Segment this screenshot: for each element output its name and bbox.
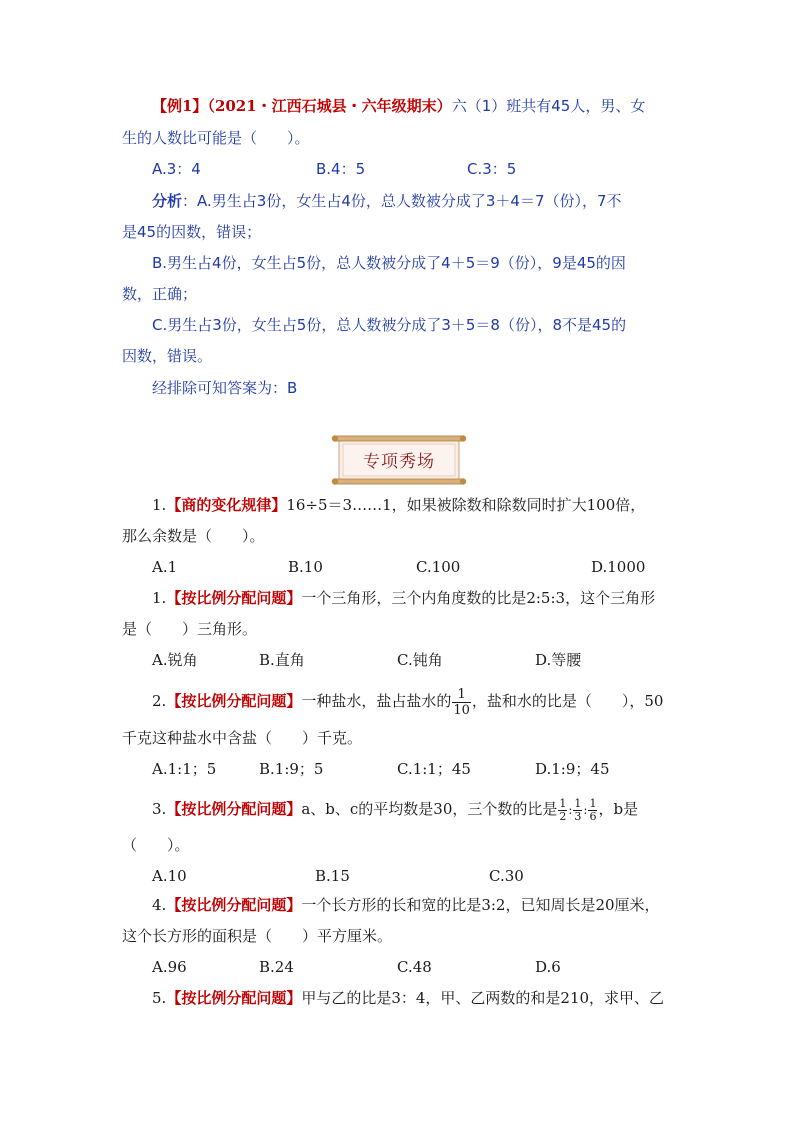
q4-fraction-2 (573, 798, 582, 823)
q2-number: 1. (152, 589, 167, 607)
example-source: （2021・江西石城县・六年级期末） (207, 97, 452, 115)
q3-fraction-denominator: 10 (453, 702, 470, 718)
example-option-c: C.3：5 (467, 160, 517, 178)
q1-line-1 (152, 495, 645, 515)
analysis-line-2: 是45的因数，错误； (122, 223, 262, 241)
analysis-line-4: 数，正确； (122, 285, 198, 303)
analysis-line-1 (152, 191, 622, 211)
q3-option-b: B.1:9；5 (259, 760, 324, 778)
q4-option-a: A.10 (152, 867, 187, 885)
example-question-line-2: 生的人数比可能是（ ）。 (122, 129, 310, 147)
q3-text-1a: 一种盐水，盐占盐水的 (301, 692, 452, 710)
q6-tag: 【按比例分配问题】 (166, 989, 302, 1007)
q3-option-c: C.1:1；45 (397, 760, 471, 778)
q2-line-2: 是（ ）三角形。 (122, 620, 258, 638)
q3-fraction-numerator: 1 (452, 687, 471, 703)
q6-number: 5. (152, 989, 167, 1007)
q4-fraction-3-denominator: 6 (589, 809, 597, 823)
q3-option-a: A.1:1；5 (152, 760, 217, 778)
q4-option-c: C.30 (489, 867, 524, 885)
q4-fraction-1-numerator: 1 (559, 796, 567, 810)
q5-tag: 【按比例分配问题】 (166, 896, 302, 914)
q1-option-a: A.1 (152, 558, 178, 576)
q4-fraction-3 (588, 798, 597, 823)
analysis-line-5: C.男生占3份，女生占5份，总人数被分成了3＋5＝8（份），8不是45的 (152, 316, 627, 334)
q2-text-1: 一个三角形，三个内角度数的比是2:5:3，这个三角形 (301, 589, 656, 607)
section-banner (331, 432, 467, 486)
analysis-line-6: 因数，错误。 (122, 347, 213, 365)
q2-option-b: B.直角 (259, 651, 305, 669)
q1-tag: 【商的变化规律】 (166, 496, 287, 514)
q2-option-a: A.锐角 (152, 651, 198, 669)
example-option-b: B.4：5 (316, 160, 366, 178)
q5-number: 4. (152, 896, 167, 914)
q4-fraction-3-numerator: 1 (589, 796, 597, 810)
q5-text-1: 一个长方形的长和宽的比是3:2，已知周长是20厘米， (301, 896, 660, 914)
analysis-text-1: ：A.男生占3份，女生占4份，总人数被分成了3＋4＝7（份），7不 (182, 192, 622, 210)
q3-fraction (452, 687, 471, 718)
q5-option-b: B.24 (259, 958, 294, 976)
q3-option-d: D.1:9；45 (535, 760, 610, 778)
q2-option-d: D.等腰 (535, 651, 582, 669)
example-question-text: 六（1）班共有45人，男、女 (451, 97, 646, 115)
example-tag: 【例1】 (152, 97, 208, 115)
q4-text-1b: ，b是 (598, 800, 639, 818)
q4-option-b: B.15 (315, 867, 350, 885)
q4-number: 3. (152, 800, 167, 818)
q3-tag: 【按比例分配问题】 (166, 692, 302, 710)
q1-option-d: D.1000 (591, 558, 646, 576)
q6-text-1: 甲与乙的比是3：4，甲、乙两数的和是210，求甲、乙 (301, 989, 665, 1007)
q4-tag: 【按比例分配问题】 (166, 800, 302, 818)
analysis-label: 分析 (152, 192, 183, 210)
q4-fraction-1 (558, 798, 567, 823)
q3-number: 2. (152, 692, 167, 710)
analysis-line-3: B.男生占4份，女生占5份，总人数被分成了4＋5＝9（份），9是45的因 (152, 254, 626, 272)
q4-text-1a: a、b、c的平均数是30，三个数的比是 (301, 800, 558, 818)
q6-line-1 (152, 988, 664, 1008)
example-question-line-1 (152, 96, 645, 116)
q1-line-2: 那么余数是（ ）。 (122, 527, 265, 545)
q4-line-2: （ ）。 (122, 836, 190, 854)
q5-option-c: C.48 (397, 958, 432, 976)
q1-option-c: C.100 (416, 558, 461, 576)
q5-option-d: D.6 (535, 958, 561, 976)
q2-tag: 【按比例分配问题】 (166, 589, 302, 607)
q4-fraction-1-denominator: 2 (559, 809, 567, 823)
q4-fraction-2-numerator: 1 (574, 796, 582, 810)
q1-text-1: 16÷5＝3……1，如果被除数和除数同时扩大100倍， (286, 496, 646, 514)
q1-number: 1. (152, 496, 167, 514)
conclusion-line: 经排除可知答案为：B (152, 379, 298, 397)
q3-line-1 (152, 684, 663, 718)
q3-line-2: 千克这种盐水中含盐（ ）千克。 (122, 729, 363, 747)
q2-option-c: C.钝角 (397, 651, 443, 669)
q5-line-1 (152, 895, 660, 915)
banner-title: 专项秀场 (363, 451, 435, 472)
q5-line-2: 这个长方形的面积是（ ）平方厘米。 (122, 927, 393, 945)
q5-option-a: A.96 (152, 958, 187, 976)
example-option-a: A.3：4 (152, 160, 201, 178)
q1-option-b: B.10 (288, 558, 323, 576)
q3-text-1b: ，盐和水的比是（ ），50 (471, 692, 664, 710)
q4-line-1: 3.【按比例分配问题】a、b、c的平均数是30，三个数的比是 $\frac{1}{2}$ : $\frac{1}{3}$ : $\frac{1}{6}$ ，b是 (152, 796, 639, 823)
q4-fraction-2-denominator: 3 (574, 809, 582, 823)
q2-line-1 (152, 588, 655, 608)
